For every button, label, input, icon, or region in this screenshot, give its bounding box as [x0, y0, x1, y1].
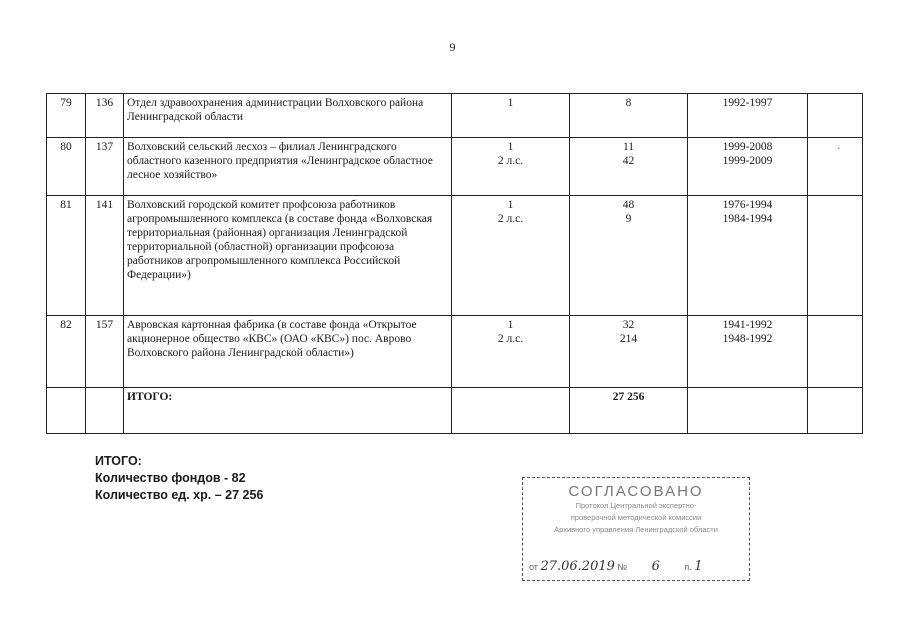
- stamp-signature-line: [529, 559, 743, 574]
- stamp-page-prefix: п.: [684, 562, 692, 572]
- stamp-line: Протокол Центральной экспертно-: [575, 501, 697, 510]
- dates-cell-entry: 1941-1992: [722, 319, 773, 331]
- units-cell: [570, 138, 688, 196]
- inventory-cell: [452, 316, 570, 388]
- dates-cell-entry: 1999-2009: [722, 155, 773, 167]
- total-row: [47, 388, 863, 434]
- inventory-cell-entry: 1: [507, 141, 514, 153]
- units-cell-entry: 32: [622, 319, 635, 331]
- stamp-line: проверочной методической комиссии: [570, 513, 702, 522]
- summary-block: [95, 453, 263, 504]
- note-cell: [808, 94, 863, 138]
- total-inventory-cell: [452, 388, 570, 434]
- fund-name-cell: Волховский сельский лесхоз – филиал Ленинградского областного казенного предприятия «Ленинградское областное лесное хозяйство»: [124, 138, 452, 196]
- total-value: 27 256: [570, 388, 688, 434]
- stamp-title: СОГЛАСОВАНО: [568, 483, 704, 500]
- total-num-cell: [47, 388, 86, 434]
- inventory-cell-entry: 1: [507, 97, 514, 109]
- fund-number-cell: 136: [86, 94, 124, 138]
- page-number: 9: [449, 40, 456, 54]
- dates-cell-entry: 1976-1994: [722, 199, 773, 211]
- fund-number-cell: 157: [86, 316, 124, 388]
- units-cell: [570, 94, 688, 138]
- row-number-cell: 81: [47, 196, 86, 316]
- table-row: [47, 316, 863, 388]
- dates-cell: [688, 94, 808, 138]
- stamp-line: Архивного управления Ленинградской области: [554, 525, 718, 534]
- dates-cell: [688, 316, 808, 388]
- fund-number-cell: 137: [86, 138, 124, 196]
- dates-cell: [688, 138, 808, 196]
- summary-title: ИТОГО:: [95, 454, 142, 468]
- stamp-no-prefix: №: [617, 562, 628, 572]
- units-cell-entry: 42: [622, 155, 635, 167]
- margin-mark: ·: [837, 144, 841, 155]
- units-cell: [570, 196, 688, 316]
- total-note-cell: [808, 388, 863, 434]
- stamp-date-prefix: от: [529, 562, 538, 572]
- units-cell-entry: 11: [622, 141, 635, 153]
- note-cell: [808, 196, 863, 316]
- note-cell: [808, 316, 863, 388]
- table-row: [47, 138, 863, 196]
- table-row: [47, 94, 863, 138]
- fund-name-cell: Авровская картонная фабрика (в составе фонда «Открытое акционерное общество «КВС» (ОАО «КВС») пос. Аврово Волховского района Ленинградской области»): [124, 316, 452, 388]
- inventory-cell: [452, 94, 570, 138]
- dates-cell: [688, 196, 808, 316]
- inventory-cell-entry: 1: [507, 199, 514, 211]
- inventory-cell-entry: 2 л.с.: [497, 213, 524, 225]
- fund-name-cell: Волховский городской комитет профсоюза работников агропромышленного комплекса (в составе фонда «Волховская территориальная (районная) организация Ленинградской территориальной (областной) организации профсоюза работников агропромышленного комплекса Российской Федерации»): [124, 196, 452, 316]
- stamp-page: 1: [694, 559, 703, 574]
- units-cell-entry: 214: [619, 333, 638, 345]
- summary-funds: Количество фондов - 82: [95, 471, 246, 485]
- row-number-cell: 80: [47, 138, 86, 196]
- approval-stamp: [522, 477, 750, 581]
- stamp-date: 27.06.2019: [540, 559, 615, 574]
- table-row: [47, 196, 863, 316]
- inventory-cell-entry: 1: [507, 319, 514, 331]
- inventory-cell-entry: 2 л.с.: [497, 333, 524, 345]
- fund-number-cell: 141: [86, 196, 124, 316]
- dates-cell-entry: 1984-1994: [722, 213, 773, 225]
- inventory-cell-entry: 2 л.с.: [497, 155, 524, 167]
- inventory-cell: [452, 138, 570, 196]
- units-cell-entry: 9: [625, 213, 632, 225]
- dates-cell-entry: 1999-2008: [722, 141, 773, 153]
- total-fund-cell: [86, 388, 124, 434]
- total-label: ИТОГО:: [124, 388, 452, 434]
- row-number-cell: 79: [47, 94, 86, 138]
- stamp-number: 6: [651, 559, 660, 574]
- total-dates-cell: [688, 388, 808, 434]
- row-number-cell: 82: [47, 316, 86, 388]
- summary-units: Количество ед. хр. – 27 256: [95, 488, 264, 502]
- units-cell: [570, 316, 688, 388]
- note-cell: [808, 138, 863, 196]
- dates-cell-entry: 1948-1992: [722, 333, 773, 345]
- dates-cell-entry: 1992-1997: [722, 97, 773, 109]
- fund-name-cell: Отдел здравоохранения администрации Волховского района Ленинградской области: [124, 94, 452, 138]
- units-cell-entry: 48: [622, 199, 635, 211]
- inventory-cell: [452, 196, 570, 316]
- fund-registry-table: [46, 93, 863, 434]
- units-cell-entry: 8: [625, 97, 632, 109]
